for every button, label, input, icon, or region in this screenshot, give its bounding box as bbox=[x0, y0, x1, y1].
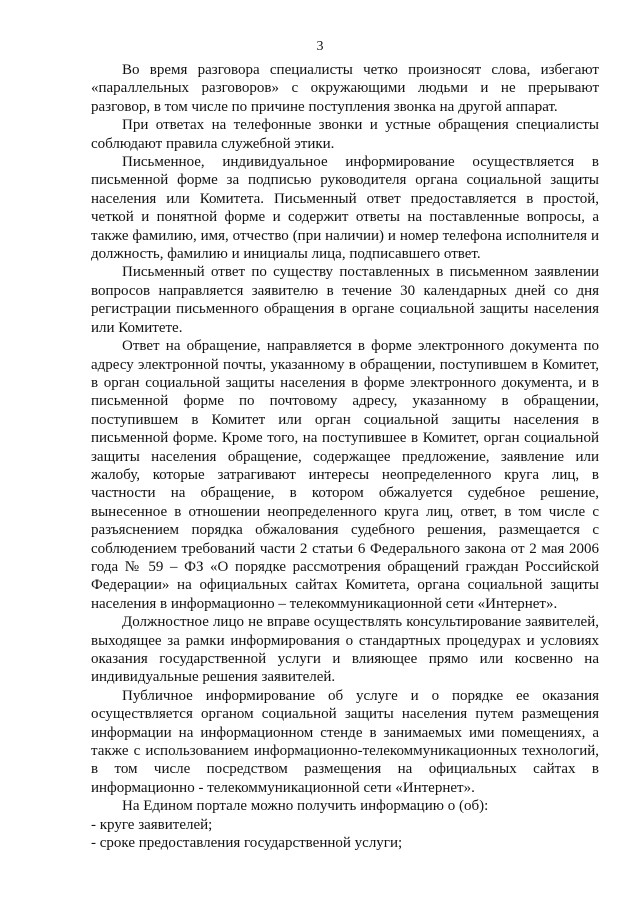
paragraph-public-informing: Публичное информирование об услуге и о порядке ее оказания осуществляется органом социальной защиты населения путем размещения информации на информационном стенде в занимаемых ими помещениях, а также с использованием информационно-телекоммуникационных технологий, в том числе посредством размещения на официальных сайтах в информационно - телекоммуникационной сети «Интернет». bbox=[91, 687, 599, 796]
paragraph-electronic-answer: Ответ на обращение, направляется в форме электронного документа по адресу электронной почты, указанному в обращении, поступившем в Комитет, в орган социальной защиты населения в форме электронного документа, и в письменной форме по почтовому адресу, указанному в обращении, поступившем в Комитет или орган социальной защиты населения в письменной форме. Кроме того, на поступившее в Комитет, орган социальной защиты населения обращение, содержащее предложение, заявление или жалобу, которые затрагивают интересы неопределенного круга лиц, в частности на обращение, в котором обжалуется судебное решение, вынесенное в отношении неопределенного круга лиц, ответ, в том числе с разъяснением порядка обжалования судебного решения, размещается с соблюдением требований части 2 статьи 6 Федерального закона от 2 мая 2006 года № 59 – ФЗ «О порядке рассмотрения обращений граждан Российской Федерации» на официальных сайтах Комитета, органа социальной защиты населения в информационно – телекоммуникационной сети «Интернет». bbox=[91, 338, 599, 612]
paragraph-conversation-rules: Во время разговора специалисты четко произносят слова, избегают «параллельных разговоров» с окружающими людьми и не прерывают разговор, в том числе по причине поступления звонка на другой аппарат. bbox=[91, 62, 599, 115]
list-item: - круге заявителей; bbox=[91, 816, 213, 833]
paragraph-official-restrictions: Должностное лицо не вправе осуществлять консультирование заявителей, выходящее за рамки информирования о стандартных процедурах и условиях оказания государственной услуги и влияющее прямо или косвенно на индивидуальные решения заявителей. bbox=[91, 614, 599, 686]
paragraph-unified-portal: На Едином портале можно получить информацию о (об): bbox=[122, 798, 489, 815]
document-body bbox=[91, 61, 599, 852]
list-item: - сроке предоставления государственной услуги; bbox=[91, 835, 403, 852]
page-number: 3 bbox=[316, 39, 324, 54]
paragraph-written-informing: Письменное, индивидуальное информирование осуществляется в письменной форме за подписью руководителя органа социальной защиты населения или Комитета. Письменный ответ предоставляется в простой, четкой и понятной форме и содержит ответы на поставленные вопросы, а также фамилию, имя, отчество (при наличии) и номер телефона исполнителя и должность, фамилию и инициалы лица, подписавшего ответ. bbox=[91, 154, 599, 263]
paragraph-service-ethics: При ответах на телефонные звонки и устные обращения специалисты соблюдают правила служебной этики. bbox=[91, 117, 599, 152]
paragraph-written-answer-term: Письменный ответ по существу поставленных в письменном заявлении вопросов направляется заявителю в течение 30 календарных дней со дня регистрации письменного обращения в органе социальной защиты населения или Комитете. bbox=[91, 264, 599, 336]
